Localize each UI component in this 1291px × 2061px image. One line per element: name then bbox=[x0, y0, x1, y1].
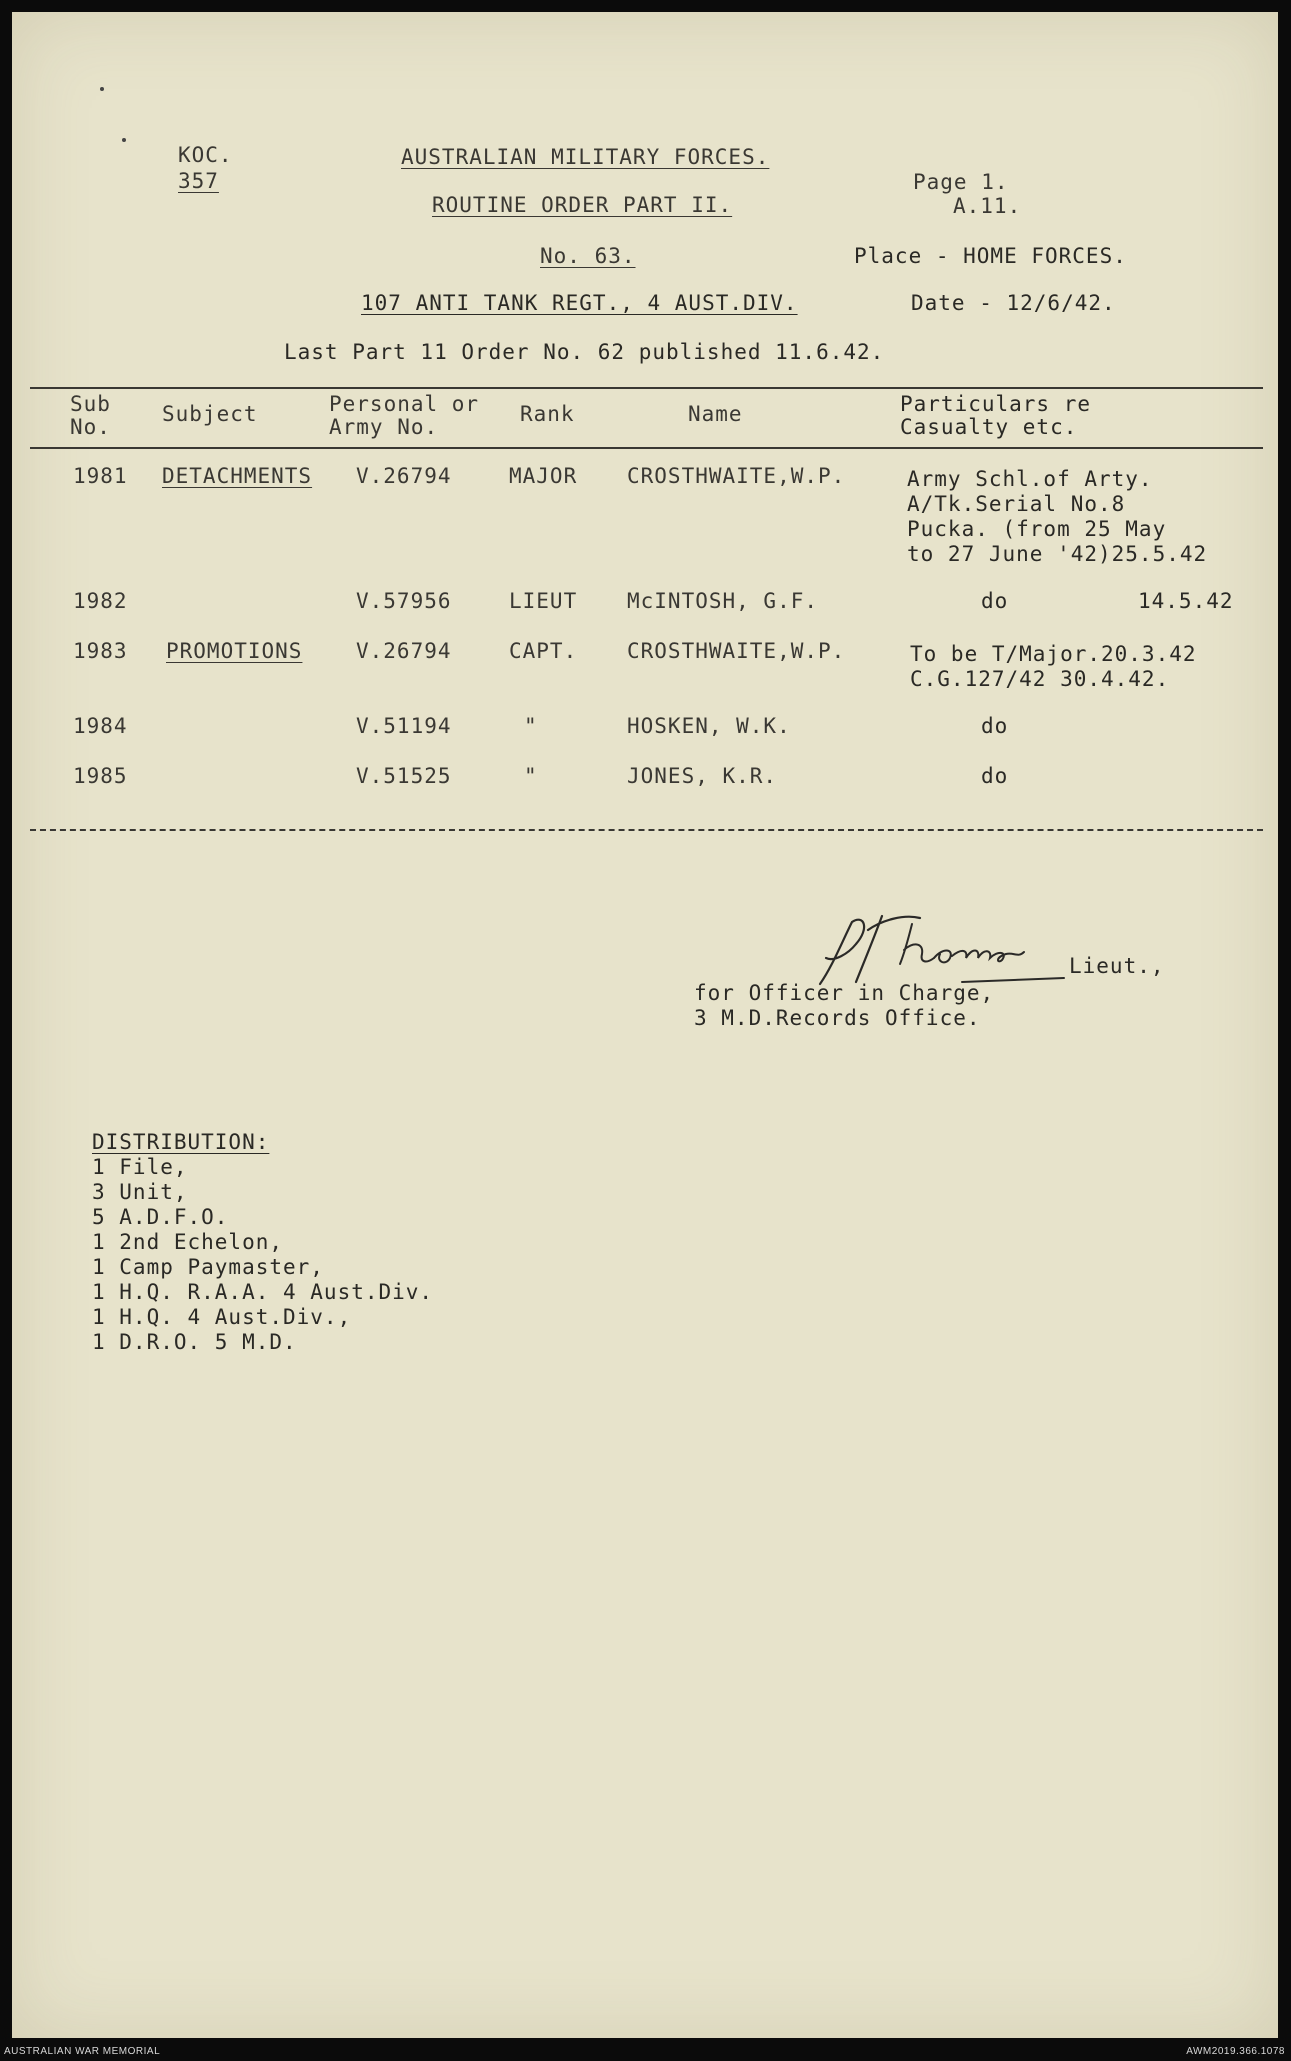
sub-no: 1984 bbox=[73, 714, 128, 738]
name: CROSTHWAITE,W.P. bbox=[627, 464, 846, 488]
subject: DETACHMENTS bbox=[162, 464, 313, 488]
signature-line2: 3 M.D.Records Office. bbox=[694, 1006, 981, 1030]
army-no: V.51194 bbox=[356, 714, 452, 738]
rank: " bbox=[524, 714, 538, 738]
list-item: 1 H.Q. R.A.A. 4 Aust.Div. bbox=[92, 1280, 434, 1304]
sub-no: 1981 bbox=[73, 464, 128, 488]
order-date: Date - 12/6/42. bbox=[911, 291, 1116, 315]
unit-name: 107 ANTI TANK REGT., 4 AUST.DIV. bbox=[361, 291, 798, 315]
subject: PROMOTIONS bbox=[166, 639, 303, 663]
name: HOSKEN, W.K. bbox=[627, 714, 791, 738]
particulars: To be T/Major.20.3.42 bbox=[910, 642, 1197, 666]
particulars: do bbox=[981, 714, 1009, 738]
list-item: 1 2nd Echelon, bbox=[92, 1230, 284, 1254]
rank: LIEUT bbox=[509, 589, 578, 613]
footer-institution: AUSTRALIAN WAR MEMORIAL bbox=[4, 2046, 161, 2057]
list-item: 1 Camp Paymaster, bbox=[92, 1255, 324, 1279]
order-number: No. 63. bbox=[540, 244, 636, 268]
particulars: do bbox=[981, 764, 1009, 788]
sub-no: 1983 bbox=[73, 639, 128, 663]
col-particulars: Casualty etc. bbox=[900, 415, 1078, 439]
particulars: do bbox=[981, 589, 1009, 613]
army-no: V.57956 bbox=[356, 589, 452, 613]
col-army-no: Army No. bbox=[329, 415, 439, 439]
particulars: Army Schl.of Arty. bbox=[907, 467, 1153, 491]
document-subtitle: ROUTINE ORDER PART II. bbox=[432, 193, 733, 217]
col-sub-no: No. bbox=[70, 415, 111, 439]
list-item: 1 File, bbox=[92, 1155, 188, 1179]
rank: CAPT. bbox=[509, 639, 578, 663]
list-item: 3 Unit, bbox=[92, 1180, 188, 1204]
place: Place - HOME FORCES. bbox=[854, 244, 1127, 268]
name: CROSTHWAITE,W.P. bbox=[627, 639, 846, 663]
particulars: C.G.127/42 30.4.42. bbox=[910, 667, 1170, 691]
col-sub-no: Sub bbox=[70, 392, 111, 416]
army-no: V.26794 bbox=[356, 639, 452, 663]
page-code: A.11. bbox=[953, 194, 1022, 218]
table-bottom-rule bbox=[30, 829, 1263, 831]
signature-line1: for Officer in Charge, bbox=[694, 981, 995, 1005]
punch-mark bbox=[100, 87, 104, 91]
document-page bbox=[12, 12, 1278, 2038]
document-title: AUSTRALIAN MILITARY FORCES. bbox=[401, 145, 770, 169]
page-number: Page 1. bbox=[913, 170, 1009, 194]
rank: " bbox=[524, 764, 538, 788]
sub-no: 1982 bbox=[73, 589, 128, 613]
particulars: to 27 June '42)25.5.42 bbox=[907, 542, 1208, 566]
name: McINTOSH, G.F. bbox=[627, 589, 819, 613]
particulars: A/Tk.Serial No.8 bbox=[907, 492, 1126, 516]
file-ref: KOC. bbox=[178, 143, 233, 167]
punch-mark bbox=[122, 138, 126, 142]
footer-accession-number: AWM2019.366.1078 bbox=[1186, 2046, 1285, 2057]
army-no: V.51525 bbox=[356, 764, 452, 788]
signatory-rank: Lieut., bbox=[1069, 954, 1165, 978]
table-top-rule bbox=[30, 387, 1263, 389]
last-part-note: Last Part 11 Order No. 62 published 11.6.42. bbox=[284, 340, 885, 364]
particulars: Pucka. (from 25 May bbox=[907, 517, 1167, 541]
list-item: 5 A.D.F.O. bbox=[92, 1205, 229, 1229]
file-number: 357 bbox=[178, 169, 219, 193]
col-name: Name bbox=[688, 402, 743, 426]
col-army-no: Personal or bbox=[329, 392, 480, 416]
list-item: 1 H.Q. 4 Aust.Div., bbox=[92, 1305, 352, 1329]
army-no: V.26794 bbox=[356, 464, 452, 488]
particulars-date: 14.5.42 bbox=[1138, 589, 1234, 613]
col-particulars: Particulars re bbox=[900, 392, 1092, 416]
name: JONES, K.R. bbox=[627, 764, 778, 788]
table-header-rule bbox=[30, 447, 1263, 449]
rank: MAJOR bbox=[509, 464, 578, 488]
sub-no: 1985 bbox=[73, 764, 128, 788]
col-subject: Subject bbox=[162, 402, 258, 426]
list-item: 1 D.R.O. 5 M.D. bbox=[92, 1330, 297, 1354]
distribution-heading: DISTRIBUTION: bbox=[92, 1130, 270, 1154]
col-rank: Rank bbox=[520, 402, 575, 426]
